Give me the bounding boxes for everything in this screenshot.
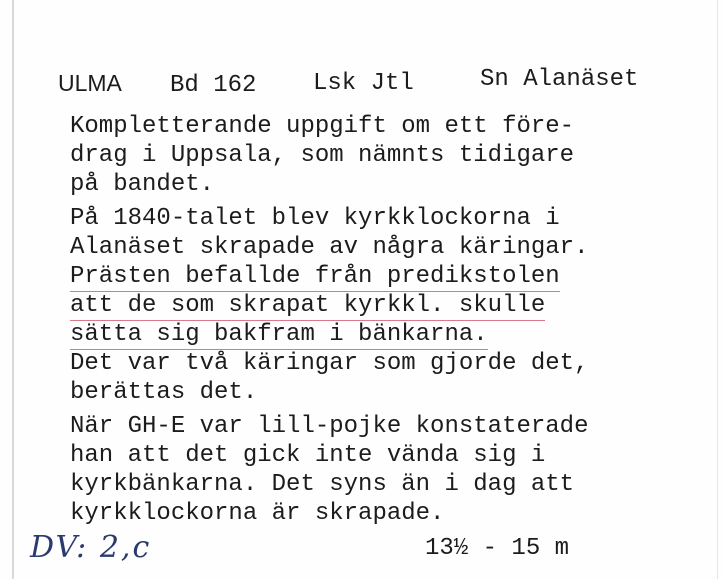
underlined-text-line: Prästen befallde från predikstolen [70, 263, 560, 290]
collection-code: ULMA [58, 70, 122, 96]
text-line: berättas det. [70, 379, 258, 406]
paragraph-2 [70, 204, 588, 407]
text-line: Kompletterande uppgift om ett före- [70, 113, 575, 140]
parish-name: Sn Alanäset [480, 66, 639, 93]
underlined-text-line: sätta sig bakfram i bänkarna. [70, 321, 488, 348]
paragraph-1 [70, 112, 574, 199]
text-line: Det var två käringar som gjorde det, [70, 350, 589, 377]
text-line: kyrkbänkarna. Det syns än i dag att [70, 471, 575, 498]
text-line: kyrkklockorna är skrapade. [70, 500, 445, 527]
text-line: När GH-E var lill-pojke konstaterade [70, 413, 589, 440]
handwritten-classification: DV: 2,c [30, 530, 152, 565]
card-header [0, 62, 724, 102]
underlined-text-line: att de som skrapat kyrkkl. skulle [70, 292, 546, 319]
text-line: På 1840-talet blev kyrkklockorna i [70, 205, 560, 232]
tape-range: 13½ - 15 m [425, 535, 570, 562]
volume-number: Bd 162 [170, 72, 257, 99]
paragraph-3 [70, 412, 588, 528]
text-line: drag i Uppsala, som nämnts tidigare [70, 142, 575, 169]
text-line: på bandet. [70, 171, 215, 198]
district-code: Lsk Jtl [313, 70, 414, 97]
text-line: han att det gick inte vända sig i [70, 442, 546, 469]
text-line: Alanäset skrapade av några käringar. [70, 234, 589, 261]
